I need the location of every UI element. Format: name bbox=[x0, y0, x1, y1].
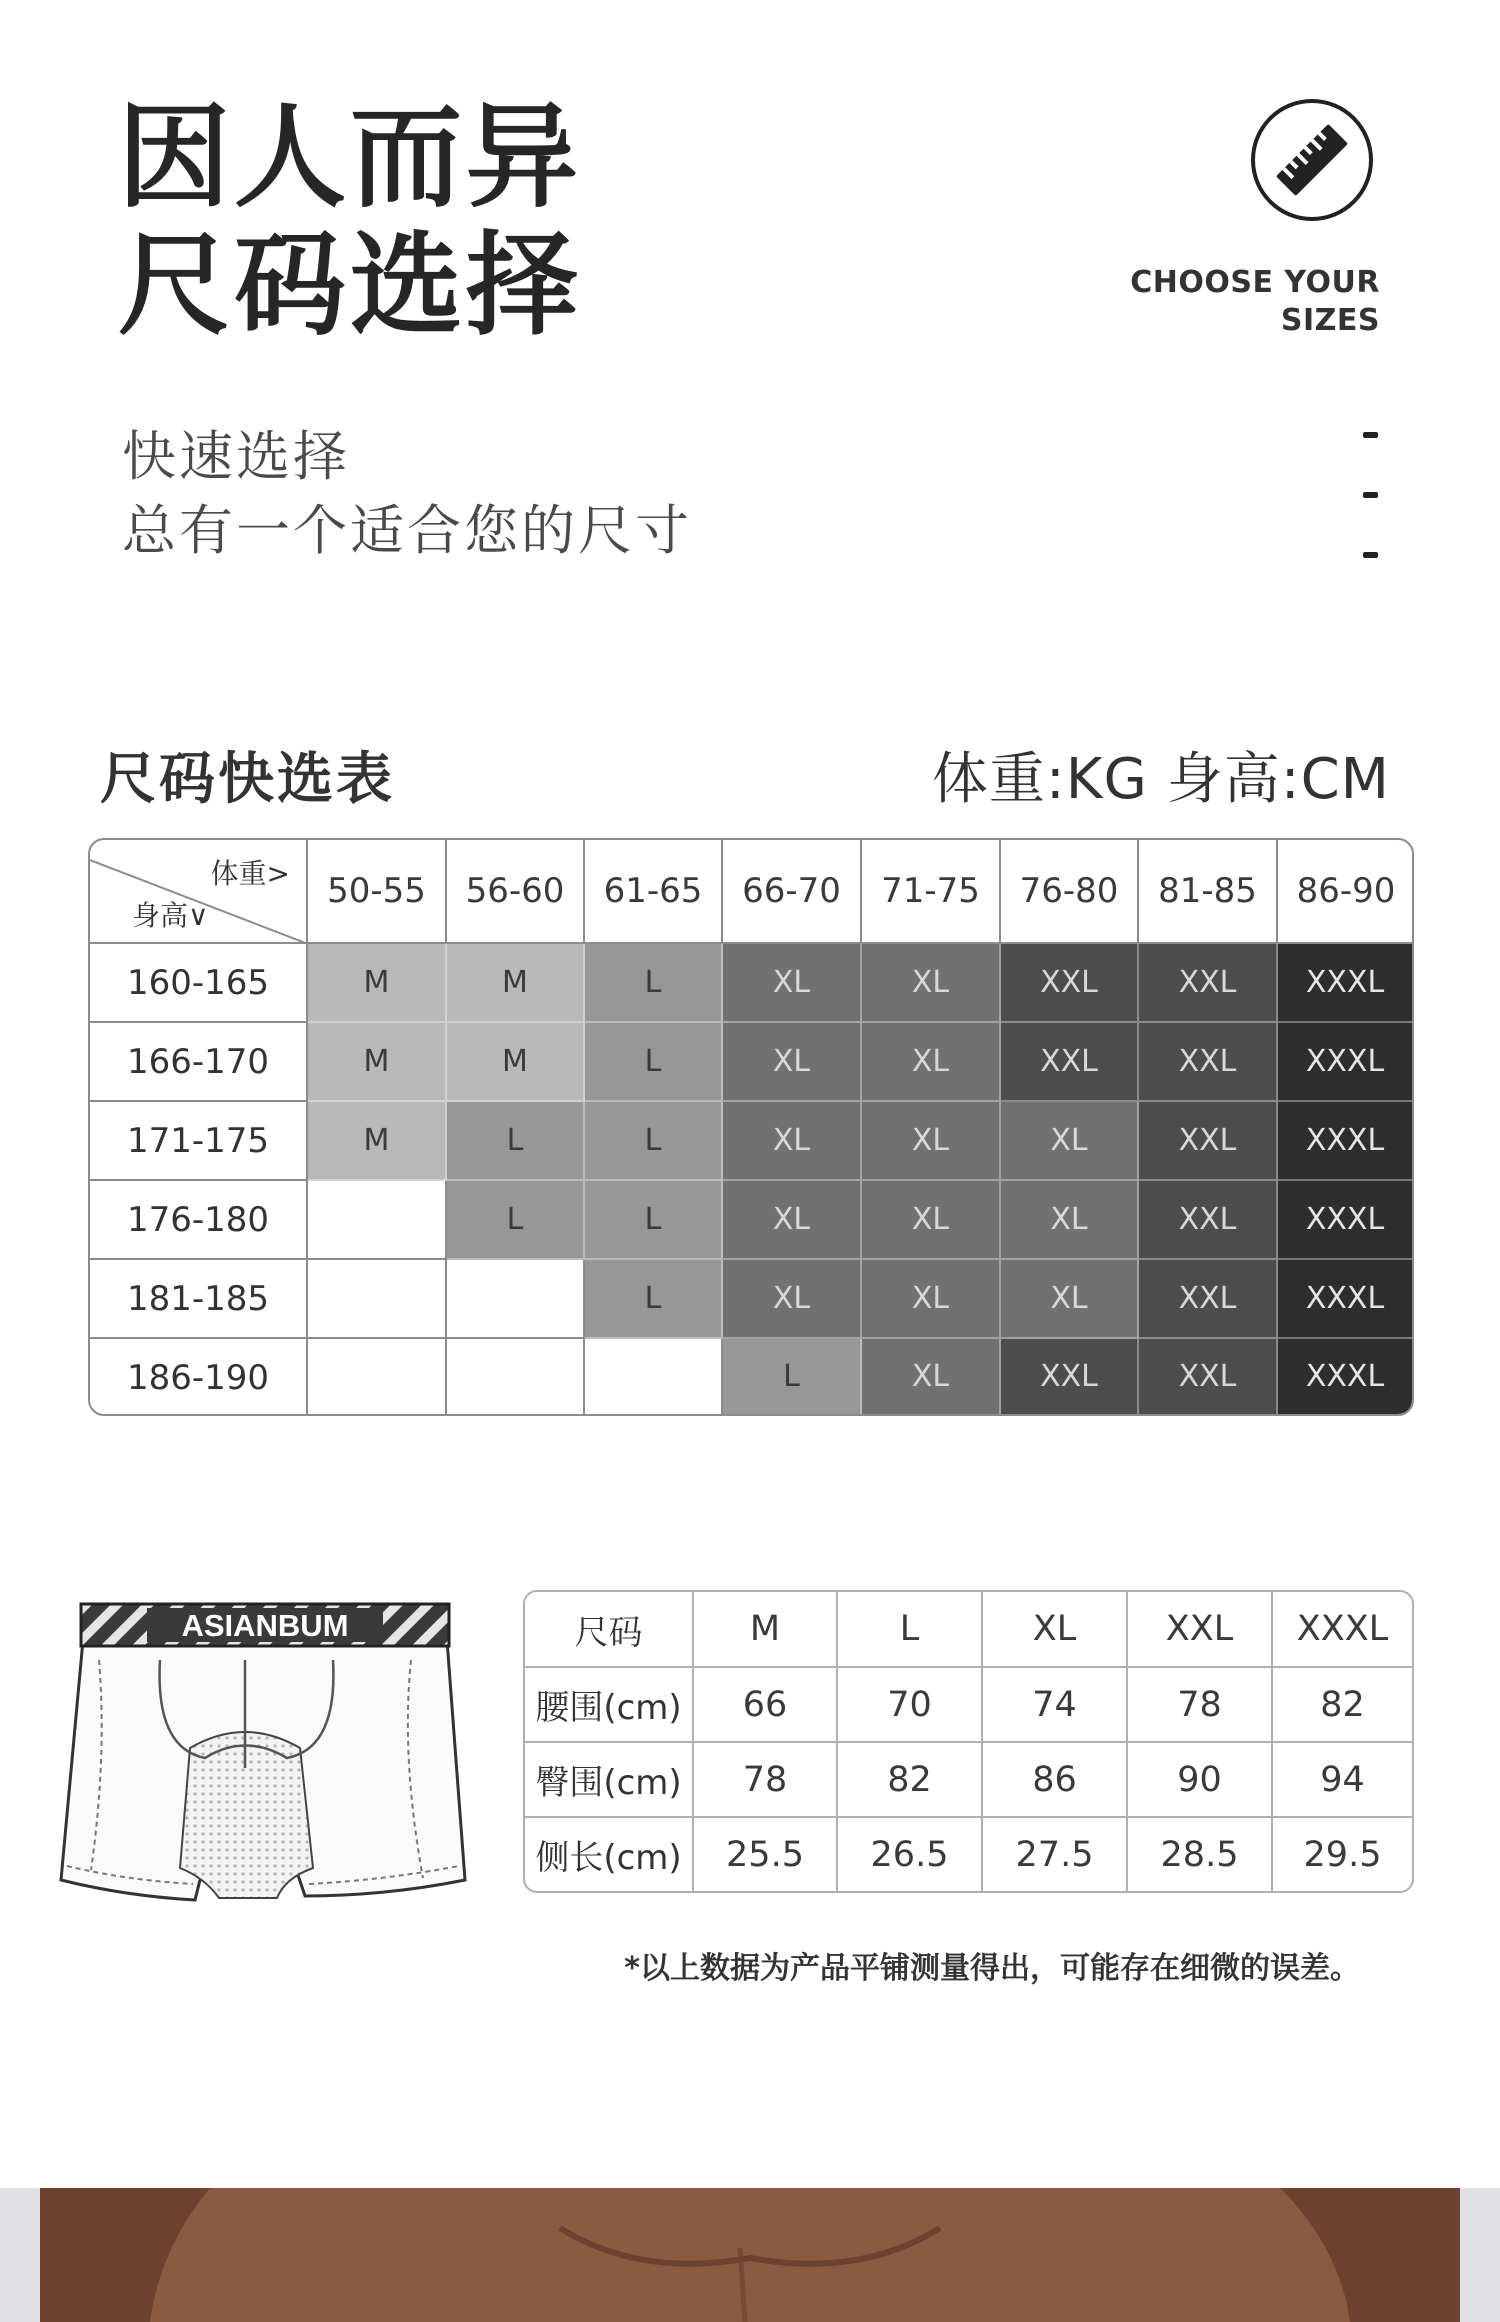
size-column-header: XXXL bbox=[1273, 1592, 1412, 1668]
ruler-icon bbox=[1251, 99, 1373, 221]
size-cell: L bbox=[585, 1260, 723, 1339]
subtitle-line-1: 快速选择 bbox=[122, 425, 350, 488]
height-range-header: 186-190 bbox=[90, 1339, 308, 1416]
size-cell: XXL bbox=[1139, 1102, 1278, 1181]
measurement-value: 86 bbox=[983, 1743, 1128, 1818]
footnote: *以上数据为产品平铺测量得出，可能存在细微的误差。 bbox=[624, 1951, 1360, 1986]
weight-range-header: 81-85 bbox=[1139, 840, 1278, 944]
size-cell: XL bbox=[862, 944, 1001, 1023]
measurement-value: 70 bbox=[838, 1668, 983, 1743]
weight-range-header: 76-80 bbox=[1001, 840, 1139, 944]
empty-size-cell bbox=[447, 1260, 585, 1339]
size-column-header: XXL bbox=[1128, 1592, 1273, 1668]
quick-chart-units: 体重:KG 身高:CM bbox=[931, 747, 1390, 812]
height-range-header: 176-180 bbox=[90, 1181, 308, 1260]
size-cell: XXL bbox=[1139, 944, 1278, 1023]
measurement-value: 74 bbox=[983, 1668, 1128, 1743]
size-cell: L bbox=[723, 1339, 862, 1416]
size-cell: XL bbox=[862, 1339, 1001, 1416]
measurement-row-label: 腰围(cm) bbox=[525, 1668, 694, 1743]
size-column-header: XL bbox=[983, 1592, 1128, 1668]
page-title-line-2: 尺码选择 bbox=[118, 221, 582, 351]
size-cell: XL bbox=[723, 1102, 862, 1181]
tagline-line-2: SIZES bbox=[1280, 303, 1380, 338]
size-header-label: 尺码 bbox=[525, 1592, 694, 1668]
size-cell: L bbox=[585, 1181, 723, 1260]
size-cell: L bbox=[585, 1102, 723, 1181]
empty-size-cell bbox=[308, 1260, 447, 1339]
size-cell: M bbox=[447, 1023, 585, 1102]
measurement-value: 78 bbox=[694, 1743, 838, 1818]
measurement-value: 82 bbox=[838, 1743, 983, 1818]
measurement-value: 26.5 bbox=[838, 1818, 983, 1891]
measurement-value: 66 bbox=[694, 1668, 838, 1743]
size-cell: XL bbox=[723, 1023, 862, 1102]
height-range-header: 181-185 bbox=[90, 1260, 308, 1339]
size-cell: XL bbox=[862, 1181, 1001, 1260]
weight-range-header: 56-60 bbox=[447, 840, 585, 944]
size-cell: XXL bbox=[1001, 944, 1139, 1023]
height-range-header: 166-170 bbox=[90, 1023, 308, 1102]
size-cell: XXXL bbox=[1278, 1023, 1414, 1102]
subtitle-line-2: 总有一个适合您的尺寸 bbox=[122, 499, 692, 562]
size-cell: XL bbox=[1001, 1260, 1139, 1339]
quick-chart-title: 尺码快选表 bbox=[100, 747, 395, 812]
weight-range-header: 50-55 bbox=[308, 840, 447, 944]
measurement-value: 82 bbox=[1273, 1668, 1412, 1743]
size-cell: XL bbox=[723, 1260, 862, 1339]
size-cell: XXXL bbox=[1278, 1260, 1414, 1339]
measurement-table bbox=[523, 1590, 1414, 1893]
weight-axis-label: 体重> bbox=[210, 857, 290, 890]
dash-mark bbox=[1363, 552, 1378, 558]
measurement-row-label: 臀围(cm) bbox=[525, 1743, 694, 1818]
weight-range-header: 86-90 bbox=[1278, 840, 1414, 944]
measurement-value: 94 bbox=[1273, 1743, 1412, 1818]
size-cell: M bbox=[308, 1023, 447, 1102]
empty-size-cell bbox=[308, 1339, 447, 1416]
size-cell: L bbox=[447, 1181, 585, 1260]
boxer-briefs-icon bbox=[55, 1598, 485, 1932]
choose-your-sizes-tagline bbox=[1130, 264, 1380, 340]
height-axis-label: 身高∨ bbox=[132, 899, 209, 932]
empty-size-cell bbox=[447, 1339, 585, 1416]
garment-brand-text: ASIANBUM bbox=[181, 1608, 349, 1643]
size-cell: L bbox=[585, 1023, 723, 1102]
size-column-header: L bbox=[838, 1592, 983, 1668]
measurement-value: 25.5 bbox=[694, 1818, 838, 1891]
size-cell: M bbox=[447, 944, 585, 1023]
measurement-row-label: 侧长(cm) bbox=[525, 1818, 694, 1891]
size-column-header: M bbox=[694, 1592, 838, 1668]
size-cell: XL bbox=[862, 1260, 1001, 1339]
model-photo bbox=[0, 2188, 1500, 2322]
size-cell: XXXL bbox=[1278, 1339, 1414, 1416]
size-cell: XXL bbox=[1139, 1023, 1278, 1102]
size-cell: XL bbox=[862, 1102, 1001, 1181]
size-cell: XL bbox=[862, 1023, 1001, 1102]
size-cell: XXL bbox=[1139, 1260, 1278, 1339]
size-cell: XL bbox=[723, 1181, 862, 1260]
tagline-line-1: CHOOSE YOUR bbox=[1130, 265, 1380, 300]
measurement-value: 28.5 bbox=[1128, 1818, 1273, 1891]
weight-range-header: 71-75 bbox=[862, 840, 1001, 944]
table-corner-header bbox=[90, 840, 308, 944]
size-cell: XL bbox=[723, 944, 862, 1023]
size-cell: M bbox=[308, 1102, 447, 1181]
empty-size-cell bbox=[585, 1339, 723, 1416]
measurement-value: 27.5 bbox=[983, 1818, 1128, 1891]
size-cell: XXL bbox=[1001, 1339, 1139, 1416]
size-cell: XXL bbox=[1139, 1181, 1278, 1260]
measurement-value: 78 bbox=[1128, 1668, 1273, 1743]
page-title-line-1: 因人而异 bbox=[118, 93, 582, 223]
measurement-value: 29.5 bbox=[1303, 1834, 1382, 1875]
height-range-header: 160-165 bbox=[90, 944, 308, 1023]
size-cell: M bbox=[308, 944, 447, 1023]
size-cell: XXL bbox=[1001, 1023, 1139, 1102]
size-cell: XXXL bbox=[1278, 1102, 1414, 1181]
empty-size-cell bbox=[308, 1181, 447, 1260]
weight-range-header: 61-65 bbox=[585, 840, 723, 944]
size-cell: XXXL bbox=[1278, 1181, 1414, 1260]
size-cell: L bbox=[447, 1102, 585, 1181]
dash-mark bbox=[1363, 432, 1378, 438]
size-cell: XXXL bbox=[1278, 944, 1414, 1023]
size-cell: L bbox=[585, 944, 723, 1023]
height-range-header: 171-175 bbox=[90, 1102, 308, 1181]
weight-range-header: 66-70 bbox=[723, 840, 862, 944]
size-cell: XL bbox=[1001, 1102, 1139, 1181]
quick-size-table bbox=[88, 838, 1414, 1416]
dash-mark bbox=[1363, 492, 1378, 498]
size-cell: XXL bbox=[1139, 1339, 1278, 1416]
measurement-value: 90 bbox=[1128, 1743, 1273, 1818]
size-cell: XL bbox=[1001, 1181, 1139, 1260]
